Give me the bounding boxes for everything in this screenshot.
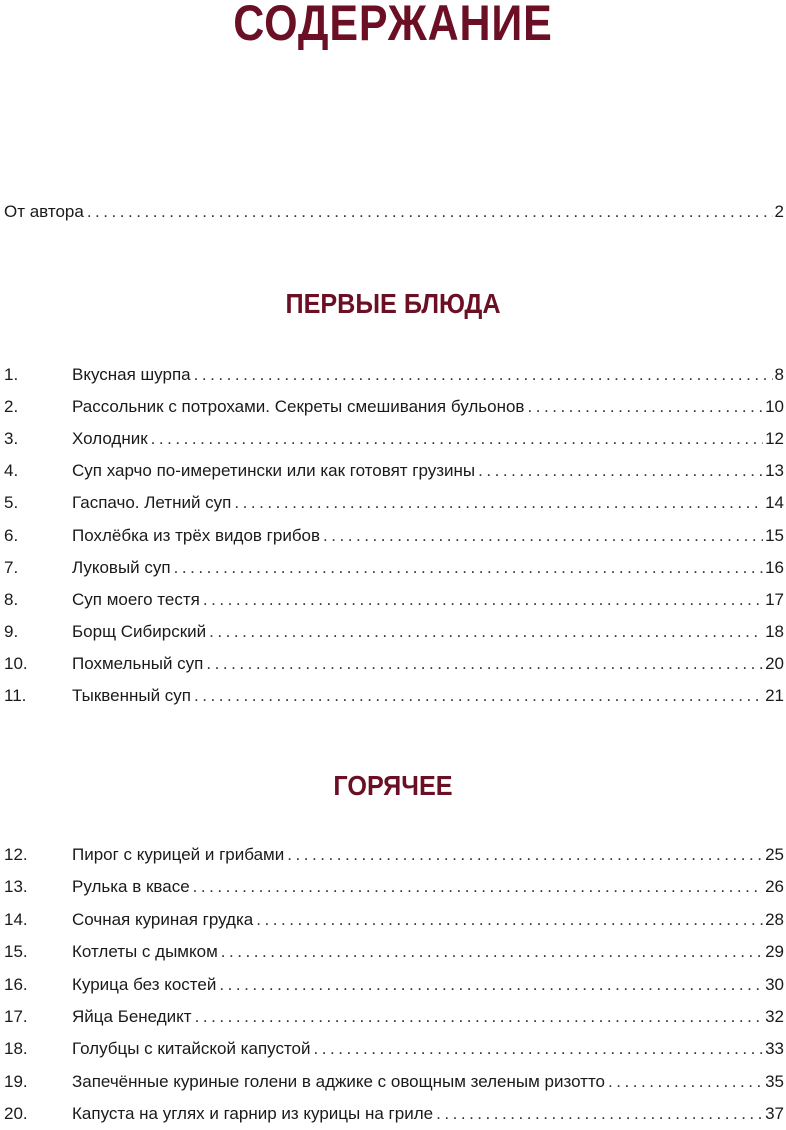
section-heading-first-courses: ПЕРВЫЕ БЛЮДА: [285, 288, 501, 319]
dot-leader: [174, 558, 763, 578]
toc-entry[interactable]: [4, 493, 784, 517]
entry-name: Котлеты с дымком: [72, 942, 218, 962]
dot-leader: [527, 397, 763, 417]
entry-name: От автора: [4, 202, 84, 221]
entry-number: 11.: [4, 686, 27, 705]
dot-leader: [436, 1104, 763, 1124]
entry-number: 18.: [4, 1039, 28, 1059]
entry-number: 17.: [4, 1007, 28, 1026]
entry-page: 21: [765, 686, 784, 705]
dot-leader: [209, 622, 763, 642]
entry-page: 15: [765, 525, 784, 545]
toc-entry[interactable]: [4, 461, 784, 485]
dot-leader: [478, 461, 763, 481]
entry-number: 7.: [4, 557, 19, 577]
entry-page: 17: [765, 589, 784, 609]
entry-name: Гаспачо. Летний суп: [72, 493, 232, 513]
entry-name: Вкусная шурпа: [72, 365, 191, 384]
entry-name: Запечённые куриные голени в аджике с овощным зеленым ризотто: [72, 1071, 606, 1091]
entry-page: 26: [765, 877, 784, 897]
entry-number: 8.: [4, 589, 19, 609]
dot-leader: [87, 202, 773, 222]
entry-name: Суп харчо по-имеретински или как готовят грузины: [72, 461, 476, 481]
toc-entry[interactable]: [4, 686, 784, 710]
entry-name: Курица без костей: [72, 974, 217, 994]
toc-entry-preface[interactable]: [4, 202, 784, 226]
entry-number: 14.: [4, 909, 28, 929]
dot-leader: [287, 845, 763, 865]
toc-entry[interactable]: [4, 558, 784, 582]
entry-name: Яйца Бенедикт: [72, 1007, 192, 1026]
entry-name: Сочная куриная грудка: [72, 909, 254, 929]
entry-number: 19.: [4, 1071, 28, 1091]
entry-name: Капуста на углях и гарнир из курицы на гриле: [72, 1104, 434, 1124]
dot-leader: [203, 590, 763, 610]
entry-name: Холодник: [72, 429, 148, 449]
entry-number: 9.: [4, 621, 19, 641]
entry-name: Луковый суп: [72, 557, 171, 577]
toc-entry[interactable]: [4, 877, 784, 901]
entry-number: 2.: [4, 397, 19, 417]
entry-number: 15.: [4, 942, 28, 962]
toc-entry[interactable]: [4, 975, 784, 999]
entry-page: 32: [765, 1007, 784, 1026]
toc-entry[interactable]: [4, 590, 784, 614]
entry-page: 25: [765, 845, 784, 864]
toc-entry[interactable]: [4, 1072, 784, 1096]
toc-entry[interactable]: [4, 365, 784, 389]
toc-entry[interactable]: [4, 910, 784, 934]
entry-name: Похлёбка из трёх видов грибов: [72, 525, 321, 545]
dot-leader: [323, 526, 763, 546]
dot-leader: [206, 654, 763, 674]
dot-leader: [219, 975, 763, 995]
entry-page: 18: [765, 621, 784, 641]
entry-page: 2: [774, 202, 784, 221]
entry-page: 28: [765, 909, 784, 929]
entry-name: Борщ Сибирский: [72, 621, 207, 641]
dot-leader: [221, 942, 763, 962]
entry-page: 14: [765, 493, 784, 513]
page-title: СОДЕРЖАНИЕ: [233, 0, 553, 51]
entry-page: 8: [774, 365, 784, 384]
section-heading-hot-dishes: ГОРЯЧЕЕ: [333, 770, 453, 801]
entry-page: 30: [765, 974, 784, 994]
entry-page: 12: [765, 429, 784, 449]
entry-page: 35: [765, 1071, 784, 1091]
dot-leader: [314, 1039, 764, 1059]
entry-page: 10: [765, 397, 784, 417]
entry-page: 20: [765, 653, 784, 673]
entry-number: 16.: [4, 974, 28, 994]
entry-name: Суп моего тестя: [72, 589, 200, 609]
entry-number: 3.: [4, 429, 19, 449]
entry-number: 20.: [4, 1104, 28, 1124]
dot-leader: [234, 493, 763, 513]
dot-leader: [151, 429, 763, 449]
toc-entry[interactable]: [4, 654, 784, 678]
toc-entry[interactable]: [4, 622, 784, 646]
entry-name: Рулька в квасе: [72, 877, 190, 897]
toc-entry[interactable]: [4, 845, 784, 869]
toc-entry[interactable]: [4, 397, 784, 421]
toc-entry[interactable]: [4, 429, 784, 453]
entry-page: 13: [765, 461, 784, 481]
entry-page: 16: [765, 557, 784, 577]
entry-name: Похмельный суп: [72, 653, 204, 673]
entry-name: Голубцы с китайской капустой: [72, 1039, 311, 1059]
dot-leader: [608, 1072, 763, 1092]
entry-number: 1.: [4, 365, 19, 384]
entry-name: Тыквенный суп: [72, 686, 192, 705]
entry-name: Рассольник с потрохами. Секреты смешивания бульонов: [72, 397, 525, 417]
entry-page: 37: [765, 1104, 784, 1124]
entry-number: 6.: [4, 525, 19, 545]
toc-entry[interactable]: [4, 942, 784, 966]
entry-number: 10.: [4, 653, 28, 673]
entry-number: 12.: [4, 845, 28, 864]
dot-leader: [193, 877, 763, 897]
entry-number: 13.: [4, 877, 28, 897]
dot-leader: [194, 686, 763, 706]
toc-entry[interactable]: [4, 1007, 784, 1031]
dot-leader: [256, 910, 763, 930]
entry-page: 29: [765, 942, 784, 962]
entry-number: 4.: [4, 461, 19, 481]
dot-leader: [195, 1007, 763, 1027]
toc-entry[interactable]: [4, 1039, 784, 1063]
entry-page: 33: [765, 1039, 784, 1059]
toc-entry[interactable]: [4, 1104, 784, 1128]
entry-name: Пирог с курицей и грибами: [72, 845, 285, 864]
toc-entry[interactable]: [4, 526, 784, 550]
entry-number: 5.: [4, 493, 19, 513]
dot-leader: [194, 365, 773, 385]
